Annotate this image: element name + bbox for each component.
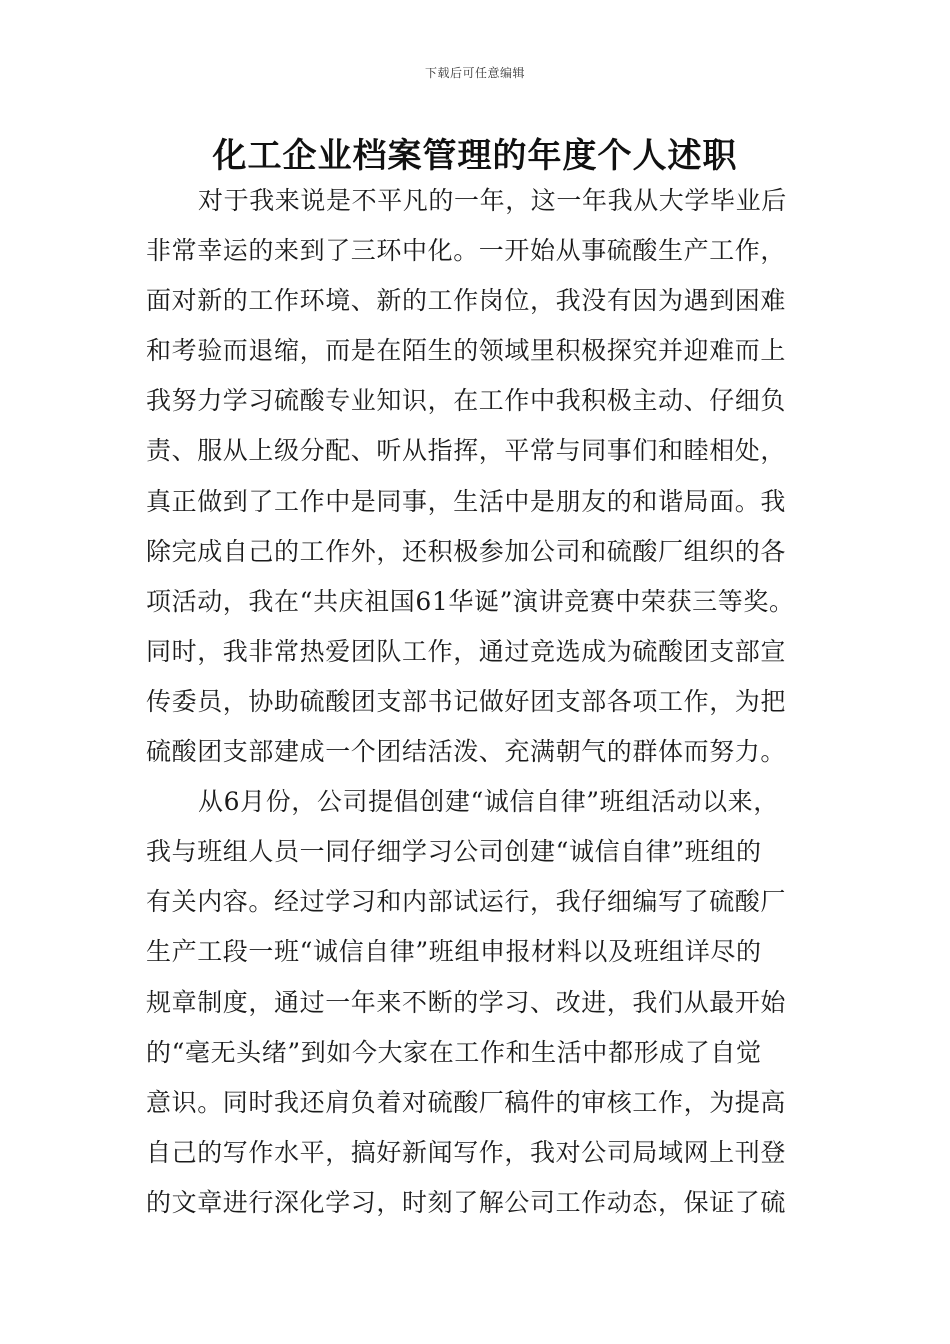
paragraph-line: 面对新的工作环境、新的工作岗位，我没有因为遇到困难 <box>146 286 787 316</box>
paragraph-line: 从6月份，公司提倡创建“诚信自律”班组活动以来， <box>198 787 779 817</box>
paragraph-line: 和考验而退缩，而是在陌生的领域里积极探究并迎难而上 <box>146 336 787 366</box>
paragraph-line: 意识。同时我还肩负着对硫酸厂稿件的审核工作，为提高 <box>146 1087 787 1117</box>
paragraph-line: 我与班组人员一同仔细学习公司创建“诚信自律”班组的 <box>146 837 762 867</box>
paragraph-line: 对于我来说是不平凡的一年，这一年我从大学毕业后 <box>198 186 787 215</box>
document-body <box>146 176 806 1228</box>
paragraph-line: 除完成自己的工作外，还积极参加公司和硫酸厂组织的各 <box>146 536 787 566</box>
paragraph-line: 生产工段一班“诚信自律”班组申报材料以及班组详尽的 <box>146 937 762 967</box>
paragraph-line: 硫酸团支部建成一个团结活泼、充满朝气的群体而努力。 <box>146 737 787 767</box>
paragraph-line: 责、服从上级分配、听从指挥，平常与同事们和睦相处， <box>146 436 787 466</box>
paragraph-line: 真正做到了工作中是同事，生活中是朋友的和谐局面。我 <box>146 486 787 516</box>
paragraph-line: 自己的写作水平，搞好新闻写作，我对公司局域网上刊登 <box>146 1137 787 1167</box>
paragraph-line: 传委员，协助硫酸团支部书记做好团支部各项工作，为把 <box>146 686 787 716</box>
paragraph-line: 的文章进行深化学习，时刻了解公司工作动态，保证了硫 <box>146 1187 787 1217</box>
paragraph-line: 非常幸运的来到了三环中化。一开始从事硫酸生产工作， <box>146 236 787 266</box>
paragraph-line: 同时，我非常热爱团队工作，通过竞选成为硫酸团支部宣 <box>146 636 787 666</box>
document-title: 化工企业档案管理的年度个人述职 <box>212 136 738 176</box>
paragraph-line: 规章制度，通过一年来不断的学习、改进，我们从最开始 <box>146 987 787 1017</box>
paragraph-line: 的“毫无头绪”到如今大家在工作和生活中都形成了自觉 <box>146 1037 762 1067</box>
paragraph-line: 我努力学习硫酸专业知识，在工作中我积极主动、仔细负 <box>146 386 787 416</box>
paragraph-line: 有关内容。经过学习和内部试运行，我仔细编写了硫酸厂 <box>146 887 787 917</box>
header-note: 下载后可任意编辑 <box>424 66 525 80</box>
paragraph-line: 项活动，我在“共庆祖国61华诞”演讲竞赛中荣获三等奖。 <box>146 586 795 616</box>
